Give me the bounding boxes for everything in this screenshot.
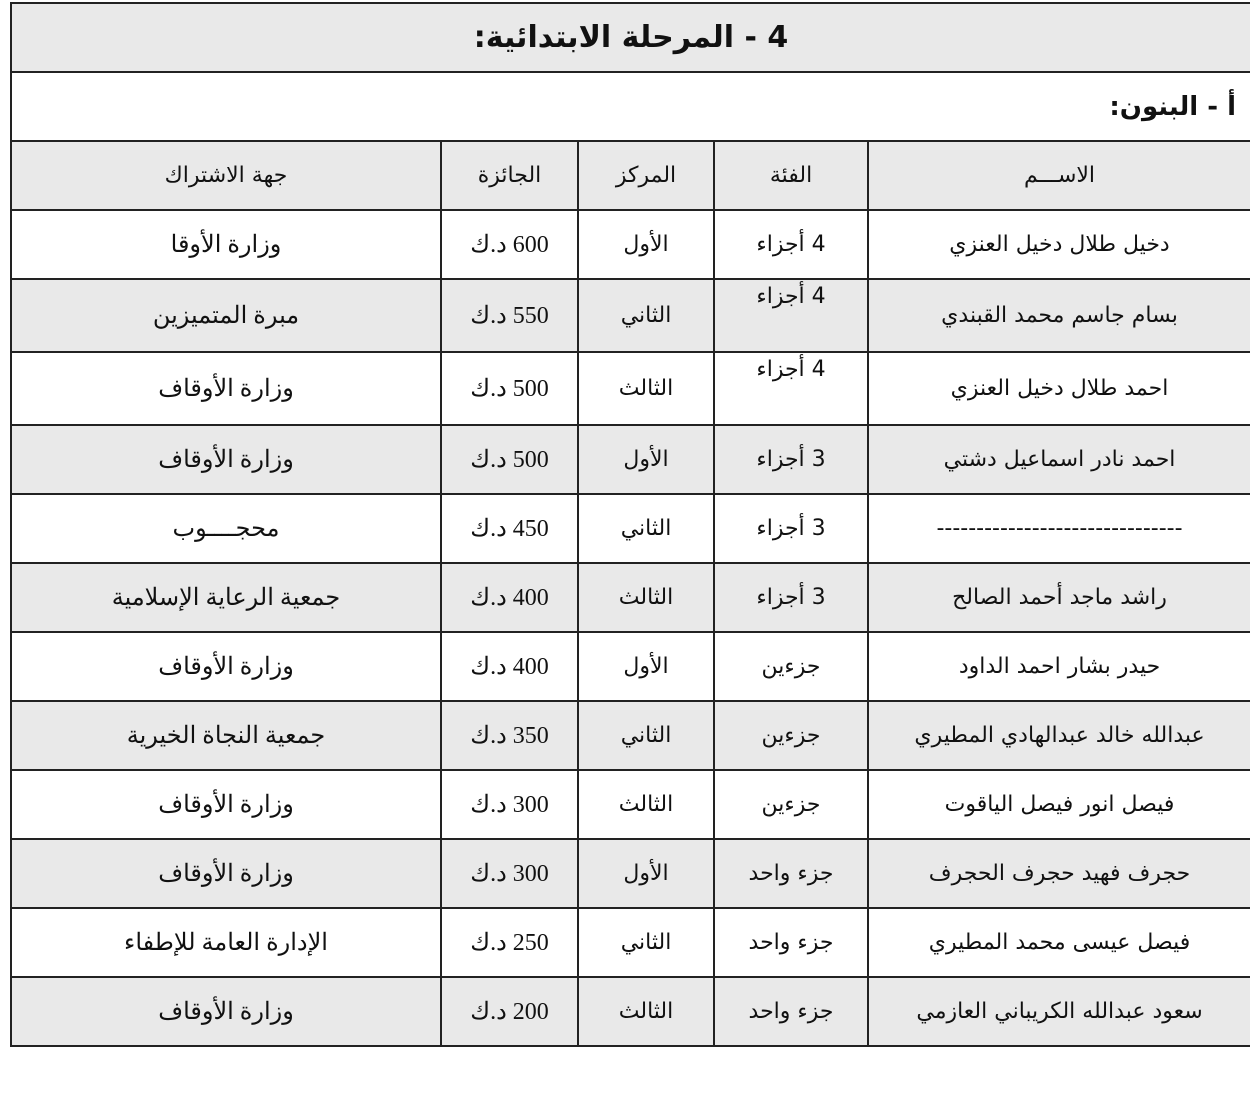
cell-name: عبدالله خالد عبدالهادي المطيري bbox=[868, 701, 1250, 770]
cell-rank: الثاني bbox=[578, 494, 714, 563]
cell-name: راشد ماجد أحمد الصالح bbox=[868, 563, 1250, 632]
table-header bbox=[11, 141, 1250, 210]
cell-prize: 600 د.ك bbox=[441, 210, 578, 279]
cell-rank: الأول bbox=[578, 425, 714, 494]
cell-sponsor: وزارة الأوقاف bbox=[11, 977, 441, 1046]
cell-name: حجرف فهيد حجرف الحجرف bbox=[868, 839, 1250, 908]
table-row bbox=[11, 279, 1250, 352]
cell-rank: الثالث bbox=[578, 770, 714, 839]
table-row bbox=[11, 494, 1250, 563]
cell-sponsor: وزارة الأوقاف bbox=[11, 770, 441, 839]
cell-name: احمد طلال دخيل العنزي bbox=[868, 352, 1250, 425]
table-row bbox=[11, 425, 1250, 494]
cell-rank: الأول bbox=[578, 210, 714, 279]
cell-prize: 500 د.ك bbox=[441, 425, 578, 494]
cell-category: 3 أجزاء bbox=[714, 494, 868, 563]
cell-rank: الأول bbox=[578, 632, 714, 701]
cell-category: جزء واحد bbox=[714, 839, 868, 908]
cell-category: 4 أجزاء bbox=[714, 210, 868, 279]
winners-table bbox=[10, 2, 1250, 1047]
cell-sponsor: جمعية النجاة الخيرية bbox=[11, 701, 441, 770]
section-subtitle: أ - البنون: bbox=[11, 72, 1250, 141]
cell-category: 3 أجزاء bbox=[714, 563, 868, 632]
cell-category: جزءين bbox=[714, 701, 868, 770]
cell-rank: الثالث bbox=[578, 563, 714, 632]
cell-prize: 300 د.ك bbox=[441, 839, 578, 908]
cell-category: جزءين bbox=[714, 770, 868, 839]
table-row bbox=[11, 770, 1250, 839]
cell-name: حيدر بشار احمد الداود bbox=[868, 632, 1250, 701]
cell-rank: الثاني bbox=[578, 701, 714, 770]
header-name: الاســـم bbox=[868, 141, 1250, 210]
cell-sponsor: وزارة الأوقا bbox=[11, 210, 441, 279]
cell-name: احمد نادر اسماعيل دشتي bbox=[868, 425, 1250, 494]
header-sponsor: جهة الاشتراك bbox=[11, 141, 441, 210]
cell-category: 4 أجزاء bbox=[714, 279, 868, 352]
cell-name: ------------------------------- bbox=[868, 494, 1250, 563]
cell-sponsor: محجــــوب bbox=[11, 494, 441, 563]
cell-prize: 200 د.ك bbox=[441, 977, 578, 1046]
cell-rank: الثاني bbox=[578, 279, 714, 352]
table-row bbox=[11, 908, 1250, 977]
table-row bbox=[11, 977, 1250, 1046]
cell-rank: الثالث bbox=[578, 977, 714, 1046]
cell-prize: 350 د.ك bbox=[441, 701, 578, 770]
cell-rank: الأول bbox=[578, 839, 714, 908]
cell-prize: 450 د.ك bbox=[441, 494, 578, 563]
cell-prize: 400 د.ك bbox=[441, 632, 578, 701]
cell-name: فيصل عيسى محمد المطيري bbox=[868, 908, 1250, 977]
cell-prize: 250 د.ك bbox=[441, 908, 578, 977]
cell-name: سعود عبدالله الكريباني العازمي bbox=[868, 977, 1250, 1046]
cell-category: جزء واحد bbox=[714, 977, 868, 1046]
cell-prize: 300 د.ك bbox=[441, 770, 578, 839]
table-row bbox=[11, 701, 1250, 770]
cell-sponsor: وزارة الأوقاف bbox=[11, 839, 441, 908]
cell-rank: الثالث bbox=[578, 352, 714, 425]
cell-category: 3 أجزاء bbox=[714, 425, 868, 494]
cell-prize: 400 د.ك bbox=[441, 563, 578, 632]
cell-sponsor: وزارة الأوقاف bbox=[11, 425, 441, 494]
cell-name: فيصل انور فيصل الياقوت bbox=[868, 770, 1250, 839]
cell-name: بسام جاسم محمد القبندي bbox=[868, 279, 1250, 352]
cell-sponsor: وزارة الأوقاف bbox=[11, 352, 441, 425]
cell-sponsor: الإدارة العامة للإطفاء bbox=[11, 908, 441, 977]
cell-rank: الثاني bbox=[578, 908, 714, 977]
section-title: 4 - المرحلة الابتدائية: bbox=[11, 3, 1250, 72]
cell-prize: 500 د.ك bbox=[441, 352, 578, 425]
cell-prize: 550 د.ك bbox=[441, 279, 578, 352]
table-row bbox=[11, 632, 1250, 701]
cell-category: جزءين bbox=[714, 632, 868, 701]
header-category: الفئة bbox=[714, 141, 868, 210]
header-rank: المركز bbox=[578, 141, 714, 210]
cell-sponsor: جمعية الرعاية الإسلامية bbox=[11, 563, 441, 632]
table-row bbox=[11, 839, 1250, 908]
header-prize: الجائزة bbox=[441, 141, 578, 210]
table-row bbox=[11, 563, 1250, 632]
table-row bbox=[11, 210, 1250, 279]
cell-category: جزء واحد bbox=[714, 908, 868, 977]
cell-name: دخيل طلال دخيل العنزي bbox=[868, 210, 1250, 279]
cell-sponsor: مبرة المتميزين bbox=[11, 279, 441, 352]
table-row bbox=[11, 352, 1250, 425]
cell-sponsor: وزارة الأوقاف bbox=[11, 632, 441, 701]
cell-category: 4 أجزاء bbox=[714, 352, 868, 425]
